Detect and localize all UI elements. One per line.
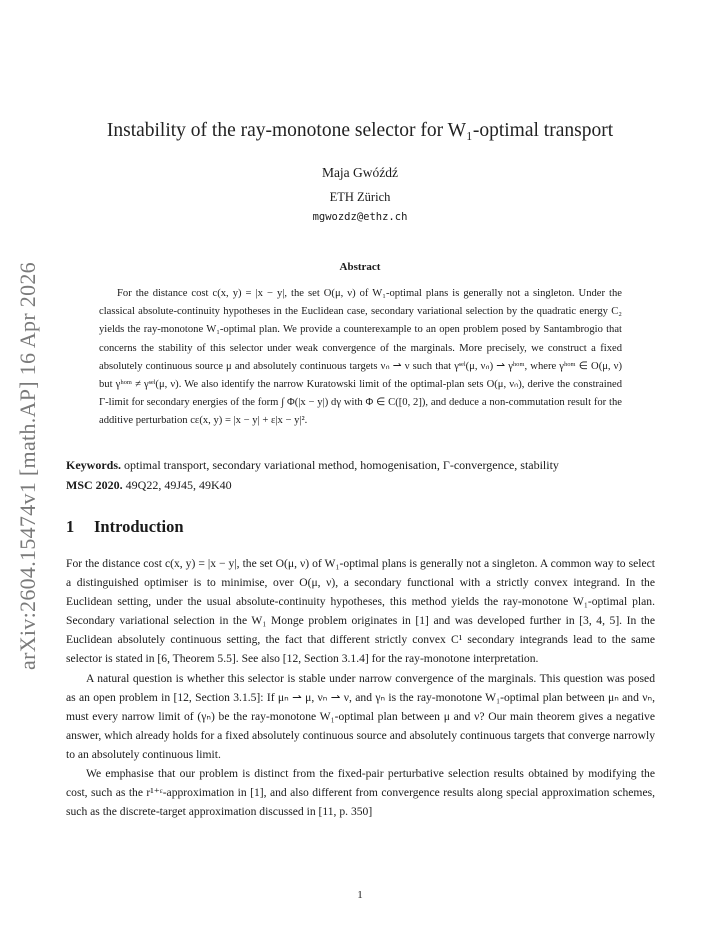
msc-text: 49Q22, 49J45, 49K40 (125, 478, 232, 492)
paper-title: Instability of the ray-monotone selector for W₁-optimal transport (106, 120, 614, 141)
msc-label: MSC 2020. (66, 478, 123, 492)
page-number: 1 (357, 889, 363, 901)
keywords-block (66, 455, 656, 495)
arxiv-stamp (10, 246, 46, 686)
keywords-label: Keywords. (66, 458, 121, 472)
abstract-text: For the distance cost c(x, y) = |x − y|, the set O(μ, ν) of W₁-optimal plans is generally not a singleton. Under the classical absolute-continuity hypotheses in the Euclidean case, secondary variational selection by the quadratic energy C₂ yields the ray-monotone W₁-optimal plan. We provide a counterexample to an open problem posed by Santambrogio that concerns the stability of this selector under weak convergence of the marginals. More precisely, we construct a fixed absolutely continuous source μ and absolutely continuous targets νₙ ⇀ ν such that γˢᵉˡ(μ, νₙ) ⇀ γʰᵒᵐ, where γʰᵒᵐ ∈ O(μ, ν) but γʰᵒᵐ ≠ γˢᵉˡ(μ, ν). We also identify the narrow Kuratowski limit of the optimal-plan sets O(μ, νₙ), derive the constrained Γ-limit for secondary energies of the form ∫ Φ(|x − y|) dγ with Φ ∈ C([0, 2]), and deduce a non-commutation result for the additive perturbation cε(x, y) = |x − y| + ε|x − y|². (99, 288, 622, 427)
msc-line (66, 475, 656, 495)
section-number: 1 (66, 517, 75, 536)
author-email[interactable]: mgwozdz@ethz.ch (312, 211, 408, 223)
section-heading (66, 517, 184, 537)
author-affiliation: ETH Zürich (329, 190, 391, 204)
keywords-text: optimal transport, secondary variational method, homogenisation, Γ-convergence, stability (124, 458, 559, 472)
arxiv-stamp-text: arXiv:2604.15474v1 [math.AP] 16 Apr 2026 (15, 262, 40, 670)
author-name: Maja Gwóźdź (321, 165, 399, 180)
body-text (66, 554, 655, 821)
body-paragraph: For the distance cost c(x, y) = |x − y|, the set O(μ, ν) of W₁-optimal plans is generally not a singleton. A common way to select a distinguished optimiser is to minimise, over O(μ, ν), a secondary functional with a strictly convex integrand. In the Euclidean setting, under the usual absolute-continuity hypotheses, this method yields the ray-monotone W₁-optimal plan. Secondary variational selection in the W₁ Monge problem originates in [1] and was developed further in [3, 4, 5]. In the Euclidean absolutely continuous setting, the fact that different strictly convex C¹ secondary integrands lead to the same selector is stated in [6, Theorem 5.5]. See also [12, Section 3.1.4] for the ray-monotone interpretation. (66, 557, 655, 666)
section-title: Introduction (94, 517, 184, 536)
body-paragraph: We emphasise that our problem is distinct from the fixed-pair perturbative selection results obtained by modifying the cost, such as the r¹⁺ᵋ-approximation in [1], and also different from convergence results along special approximation schemes, such as the discrete-target approximation discussed in [11, p. 350] (66, 767, 655, 819)
abstract-heading: Abstract (339, 261, 381, 273)
keywords-line (66, 455, 656, 475)
body-paragraph: A natural question is whether this selector is stable under narrow convergence of the marginals. This question was posed as an open problem in [12, Section 3.1.5]: If μₙ ⇀ μ, νₙ ⇀ ν, and γₙ is the ray-monotone W₁-optimal plan between μₙ and νₙ, must every narrow limit of (γₙ) be the ray-monotone W₁-optimal plan between μ and ν? Our main theorem gives a negative answer, which already holds for a fixed absolutely continuous source and absolutely continuous targets that converge narrowly to an absolutely continuous limit. (66, 671, 655, 761)
